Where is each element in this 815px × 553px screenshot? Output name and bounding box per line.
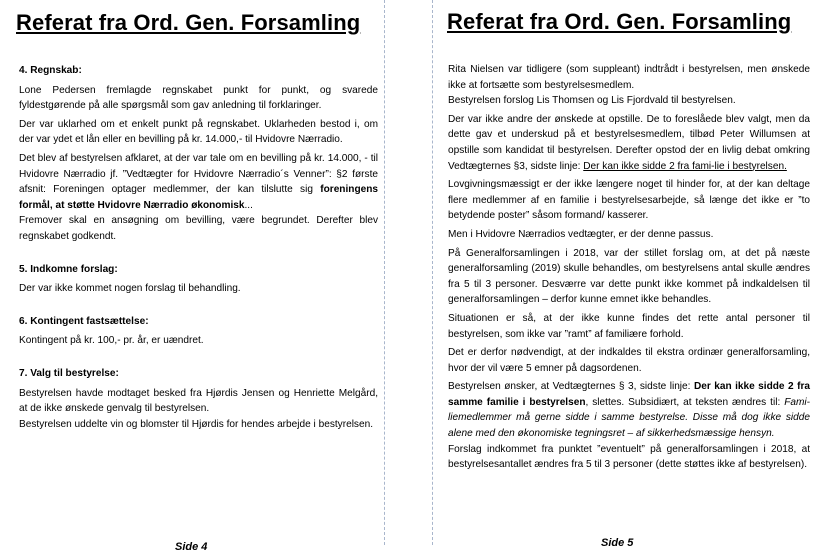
- paragraph: Bestyrelsen forslog Lis Thomsen og Lis Fjordvald til bestyrelsen.: [448, 95, 736, 107]
- paragraph: Rita Nielsen var tidligere (som suppleant) indtrådt i bestyrelsen, men ønskede ikke at fortsætte som bestyrelsesmedlem.: [448, 64, 810, 91]
- section-heading-indkomne-forslag: 5. Indkomne forslag:: [19, 263, 118, 275]
- page-number: Side 5: [601, 537, 634, 549]
- section-heading-kontingent: 6. Kontingent fastsættelse:: [19, 315, 149, 327]
- page-body: [448, 62, 810, 476]
- paragraph: Bestyrelsen havde modtaget besked fra Hjørdis Jensen og Henriette Melgård, at de ikke ønskede genvalg til bestyrelsen.: [19, 387, 378, 415]
- underlined-text: Der kan ikke sidde 2 fra fami-lie i bestyrelsen.: [583, 160, 787, 172]
- italic-text: Fami-liemedlemmer må gerne sidde i samme bestyrelse. Disse må dog ikke sidde alene med den økonomiske tegningsret – af sikkerhedsmæssige hensyn.: [448, 396, 810, 440]
- paragraph: Bestyrelsen ønsker, at Vedtægternes § 3, sidste linje: Der kan ikke sidde 2 fra samme familie i bestyrelsen, slettes. Subsidiært, at teksten ændres til: Fami-liemedlemmer må gerne sidde i samme bestyrelse. Disse må dog ikke sidde alene med den økonomiske tegningsret – af sikkerhedsmæssige hensyn.: [448, 381, 810, 440]
- bold-text: Der kan ikke sidde 2 fra samme familie i bestyrelsen: [448, 381, 810, 408]
- paragraph: Der var uklarhed om et enkelt punkt på regnskabet. Uklarheden bestod i, om der var ydet et lån eller en bevilling på kr. 14.000,- til Hvidovre Nærradio.: [19, 118, 378, 146]
- paragraph: Fremover skal en ansøgning om bevilling, være begrundet. Derefter blev regnskabet godkendt.: [19, 215, 378, 242]
- page-number: Side 4: [175, 541, 208, 553]
- document-page-left: [0, 0, 385, 553]
- page-title: Referat fra Ord. Gen. Forsamling: [16, 10, 361, 35]
- paragraph: Der var ikke andre der ønskede at opstille. De to foreslåede blev valgt, men da dette gav et underskud på et bestyrelsesmedlem, tilbød Peter Willumsen at opstille som kandidat til bestyrelsen. Derefter opstod der en livlig debat omkring Vedtægternes §3, sidste linje: Der kan ikke sidde 2 fra fami-lie i bestyrelsen.: [448, 113, 810, 172]
- paragraph: Det blev af bestyrelsen afklaret, at der var tale om en bevilling på kr. 14.000, - til Hvidovre Nærradio jf. ”Vedtægter for Hvidovre Nærradio´s Venner”: §2 første afsnit: Foreningen optager medlemmer, der kan tilslutte sig foreningens formål, at støtte Hvidovre Nærradio økonomisk...: [19, 152, 378, 211]
- page-body: [19, 63, 378, 435]
- paragraph: På Generalforsamlingen i 2018, var der stillet forslag om, at det på næste generalforsamling (2019) skulle behandles, om bestyrelsens antal skulle ændres fra 5 til 3 personer. Desværre var dette punkt ikke kommet på indkaldelsen til generalforsamlingen – derfor kunne emnet ikke behandles.: [448, 247, 810, 306]
- section-heading-regnskab: 4. Regnskab:: [19, 65, 82, 76]
- paragraph: Kontingent på kr. 100,- pr. år, er uændret.: [19, 335, 204, 347]
- bold-text: foreningens formål, at støtte Hvidovre Nærradio økonomisk: [19, 184, 378, 211]
- paragraph: Lone Pedersen fremlagde regnskabet punkt for punkt, og svarede fyldestgørende på alle spørgsmål som gav anledning til forklaringer.: [19, 84, 378, 112]
- document-page-right: [432, 0, 815, 549]
- paragraph: Det er derfor nødvendigt, at der indkaldes til ekstra ordinær generalforsamling, hvor der vil være 5 emner på dagsordenen.: [448, 347, 810, 374]
- page-title: Referat fra Ord. Gen. Forsamling: [447, 9, 792, 34]
- paragraph: Forslag indkommet fra punktet ”eventuelt” på generalforsamlingen i 2018, at bestyrelsesantallet ændres fra 5 til 3 personer (dette støttes ikke af bestyrelsen).: [448, 443, 810, 471]
- paragraph: Lovgivningsmæssigt er der ikke længere noget til hinder for, at der kan deltage flere medlemmer af en familie i bestyrelsesarbejde, så længe det ikke er ”to betydende poster” såsom formand/ kasserer.: [448, 179, 810, 222]
- paragraph: Situationen er så, at der ikke kunne findes det rette antal personer til bestyrelsen, som ikke var ”ramt” af familiære forhold.: [448, 312, 810, 340]
- paragraph: Bestyrelsen uddelte vin og blomster til Hjørdis for hendes arbejde i bestyrelsen.: [19, 418, 374, 430]
- paragraph: Men i Hvidovre Nærradios vedtægter, er der denne passus.: [448, 228, 714, 240]
- section-heading-valg: 7. Valg til bestyrelse:: [19, 367, 119, 379]
- paragraph: Der var ikke kommet nogen forslag til behandling.: [19, 283, 241, 295]
- page-gap: [385, 0, 432, 545]
